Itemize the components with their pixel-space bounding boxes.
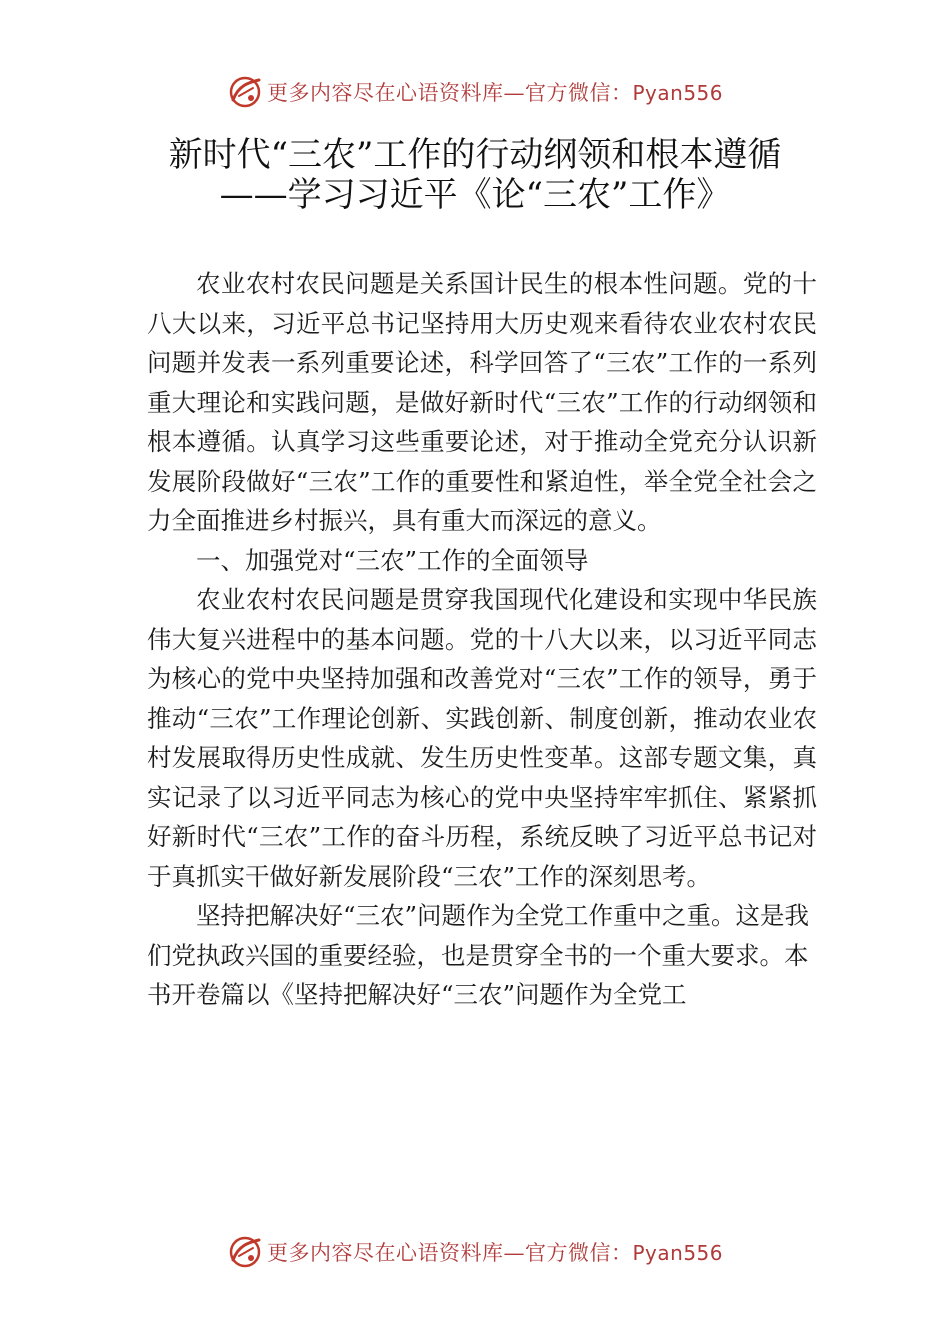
paragraph-priority: 坚持把解决好“三农”问题作为全党工作重中之重。这是我们党执政兴国的重要经验，也是贯穿全书的一个重大要求。本书开卷篇以《坚持把解决好“三农”问题作为全党工 bbox=[147, 901, 810, 1009]
document-subtitle: ——学习习近平《论“三农”工作》 bbox=[219, 175, 731, 215]
wechat-id: Pyan556 bbox=[632, 81, 723, 105]
logo-icon bbox=[227, 1234, 263, 1270]
watermark-text bbox=[267, 1237, 723, 1267]
logo-icon bbox=[227, 74, 263, 110]
watermark-text bbox=[267, 77, 723, 107]
header-watermark bbox=[0, 72, 950, 112]
paragraph-intro: 农业农村农民问题是关系国计民生的根本性问题。党的十八大以来，习近平总书记坚持用大历史观来看待农业农村农民问题并发表一系列重要论述，科学回答了“三农”工作的一系列重大理论和实践问题，是做好新时代“三农”工作的行动纲领和根本遵循。认真学习这些重要论述，对于推动全党充分认识新发展阶段做好“三农”工作的重要性和紧迫性，举全党全社会之力全面推进乡村振兴，具有重大而深远的意义。 bbox=[147, 269, 817, 535]
document-title: 新时代“三农”工作的行动纲领和根本遵循 bbox=[168, 135, 782, 175]
wechat-id: Pyan556 bbox=[632, 1241, 723, 1265]
section-heading: 一、加强党对“三农”工作的全面领导 bbox=[196, 545, 589, 575]
paragraph-leadership: 农业农村农民问题是贯穿我国现代化建设和实现中华民族伟大复兴进程中的基本问题。党的十八大以来，以习近平同志为核心的党中央坚持加强和改善党对“三农”工作的领导，勇于推动“三农”工作理论创新、实践创新、制度创新，推动农业农村发展取得历史性成就、发生历史性变革。这部专题文集，真实记录了以习近平同志为核心的党中央坚持牢牢抓住、紧紧抓好新时代“三农”工作的奋斗历程，系统反映了习近平总书记对于真抓实干做好新发展阶段“三农”工作的深刻思考。 bbox=[147, 585, 817, 891]
watermark-main-text: 更多内容尽在心语资料库—官方微信： bbox=[266, 1241, 633, 1265]
document-body bbox=[147, 264, 817, 1015]
watermark-main-text: 更多内容尽在心语资料库—官方微信： bbox=[266, 81, 633, 105]
footer-watermark bbox=[0, 1232, 950, 1272]
